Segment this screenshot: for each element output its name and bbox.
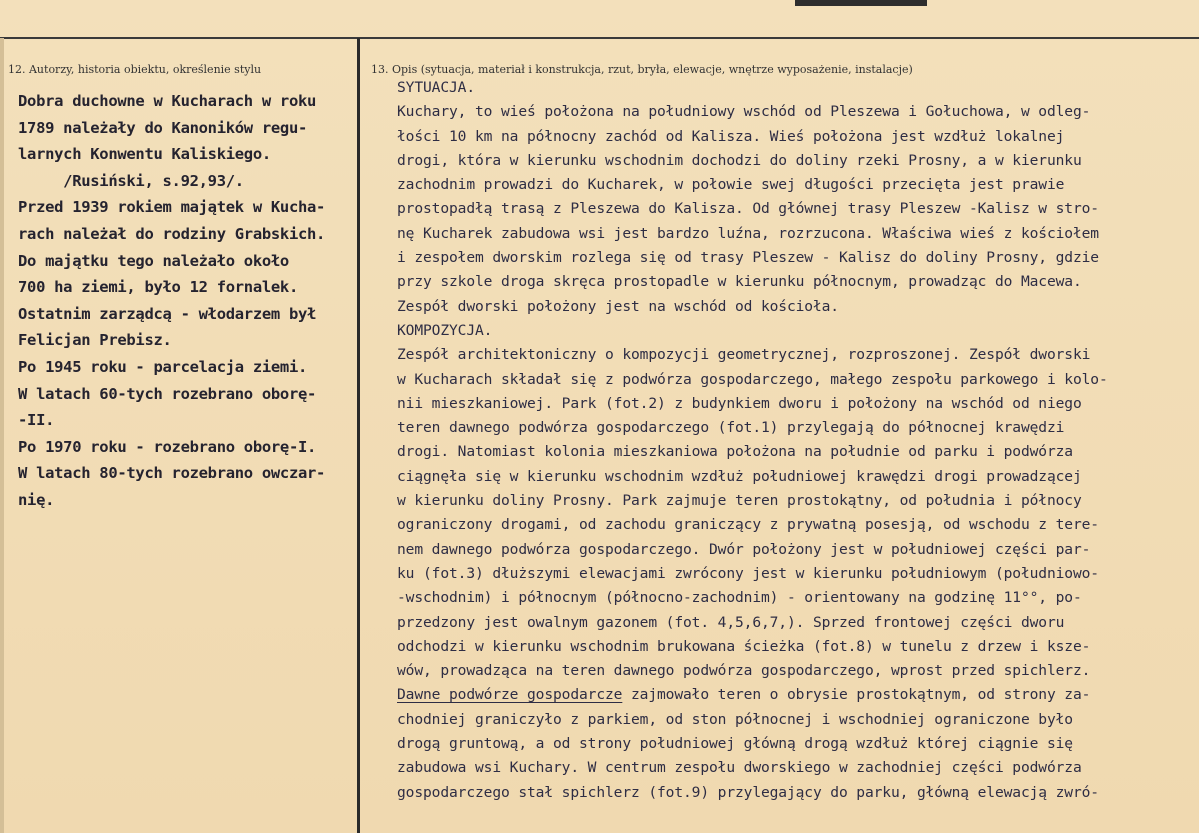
card-left-edge [0,38,4,833]
history-line: Ostatnim zarządcą - włodarzem był [18,304,317,323]
history-line: W latach 60-tych rozebrano oborę- [18,384,317,403]
history-text-column [18,88,358,514]
history-line: Do majątku tego należało około [18,251,289,270]
description-line: Zespół dworski położony jest na wschód od kościoła. [397,297,839,315]
description-line: teren dawnego podwórza gospodarczego (fot.1) przylegają do północnej krawędzi [397,419,1065,437]
description-line: ku (fot.3) dłuższymi elewacjami zwrócony jest w kierunku południowym (południowo- [397,564,1099,582]
section-13-header: 13. Opis (sytuacja, materiał i konstrukcja, rzut, bryła, elewacje, wnętrze wyposażenie, instalacje) [371,63,913,76]
description-line: odchodzi w kierunku wschodnim brukowana ścieżka (fot.8) w tunelu z drzew i ksze- [397,637,1091,655]
description-line: Dawne podwórze gospodarcze zajmowało teren o obrysie prostokątnym, od strony za- [397,686,1091,704]
history-line: Po 1970 roku - rozebrano oborę-I. [18,437,317,456]
description-line: ograniczony drogami, od zachodu graniczący z prywatną posesją, od wschodu z tere- [397,516,1099,534]
description-line: wów, prowadząca na teren dawnego podwórza gospodarczego, wprost przed spichlerz. [397,662,1091,680]
history-line: /Rusiński, s.92,93/. [18,171,244,190]
description-line: przedzony jest owalnym gazonem (fot. 4,5,6,7,). Sprzed frontowej części dworu [397,613,1065,631]
description-line: prostopadłą trasą z Pleszewa do Kalisza. Od głównej trasy Pleszew -Kalisz w stro- [397,200,1099,218]
underlined-heading: Dawne podwórze gospodarcze [397,686,623,704]
history-line: 700 ha ziemi, było 12 fornalek. [18,278,298,297]
description-line: w Kucharach składał się z podwórza gospodarczego, małego zespołu parkowego i kolo- [397,370,1108,388]
description-line: Kuchary, to wieś położona na południowy wschód od Pleszewa i Gołuchowa, w odleg- [397,103,1091,121]
history-line: rach należał do rodziny Grabskich. [18,224,326,243]
description-line: nem dawnego podwórza gospodarczego. Dwór położony jest w południowej części par- [397,540,1091,558]
description-line: chodniej graniczyło z parkiem, od ston północnej i wschodniej ograniczone było [397,710,1073,728]
history-line: Dobra duchowne w Kucharach w roku [18,92,317,110]
description-line: KOMPOZYCJA. [397,321,493,339]
history-line: 1789 należały do Kanoników regu- [18,118,308,137]
description-line: zachodnim prowadzi do Kucharek, w połowie swej długości przecięta jest prawie [397,176,1065,194]
description-line: i zespołem dworskim rozlega się od trasy Pleszew - Kalisz do doliny Prosny, gdzie [397,249,1099,267]
description-line: SYTUACJA. [397,79,475,96]
description-text-column [397,76,1197,805]
history-line: larnych Konwentu Kaliskiego. [18,145,271,164]
description-line: nę Kucharek zabudowa wsi jest bardzo luźna, rozrzucona. Właściwa wieś z kościołem [397,224,1099,242]
description-line: drogi, która w kierunku wschodnim dochodzi do doliny rzeki Prosny, a w kierunku [397,151,1082,169]
history-line: nię. [18,490,55,509]
history-line: Felicjan Prebisz. [18,331,172,350]
description-line: przy szkole droga skręca prostopadle w kierunku północnym, prowadząc do Macewa. [397,273,1082,291]
description-line: ciągnęła się w kierunku wschodnim wzdłuż południowej krawędzi drogi prowadzącej [397,467,1082,485]
description-line: gospodarczego stał spichlerz (fot.9) przylegający do parku, główną elewacją zwró- [397,783,1099,801]
description-line: łości 10 km na północny zachód od Kalisza. Wieś położona jest wzdłuż lokalnej [397,127,1065,145]
history-line: W latach 80-tych rozebrano owczar- [18,464,326,483]
description-line: drogą gruntową, a od strony południowej główną drogą wzdłuż której ciągnie się [397,735,1073,753]
description-line: Zespół architektoniczny o kompozycji geometrycznej, rozproszonej. Zespół dworski [397,346,1091,364]
description-line: zabudowa wsi Kuchary. W centrum zespołu dworskiego w zachodniej części podwórza [397,759,1082,777]
history-line: -II. [18,411,55,430]
section-12-header: 12. Autorzy, historia obiektu, określenie stylu [8,63,262,76]
top-rule [0,37,1199,39]
description-line: -wschodnim) i północnym (północno-zachodnim) - orientowany na godzinę 11°°, po- [397,589,1082,607]
description-line: drogi. Natomiast kolonia mieszkaniowa położona na południe od parku i podwórza [397,443,1073,461]
description-line: nii mieszkaniowej. Park (fot.2) z budynkiem dworu i położony na wschód od niego [397,394,1082,412]
history-line: Po 1945 roku - parcelacja ziemi. [18,357,308,376]
history-line: Przed 1939 rokiem majątek w Kucha- [18,198,326,217]
description-line: w kierunku doliny Prosny. Park zajmuje teren prostokątny, od południa i północy [397,492,1082,510]
card-tab-mark [795,0,927,6]
